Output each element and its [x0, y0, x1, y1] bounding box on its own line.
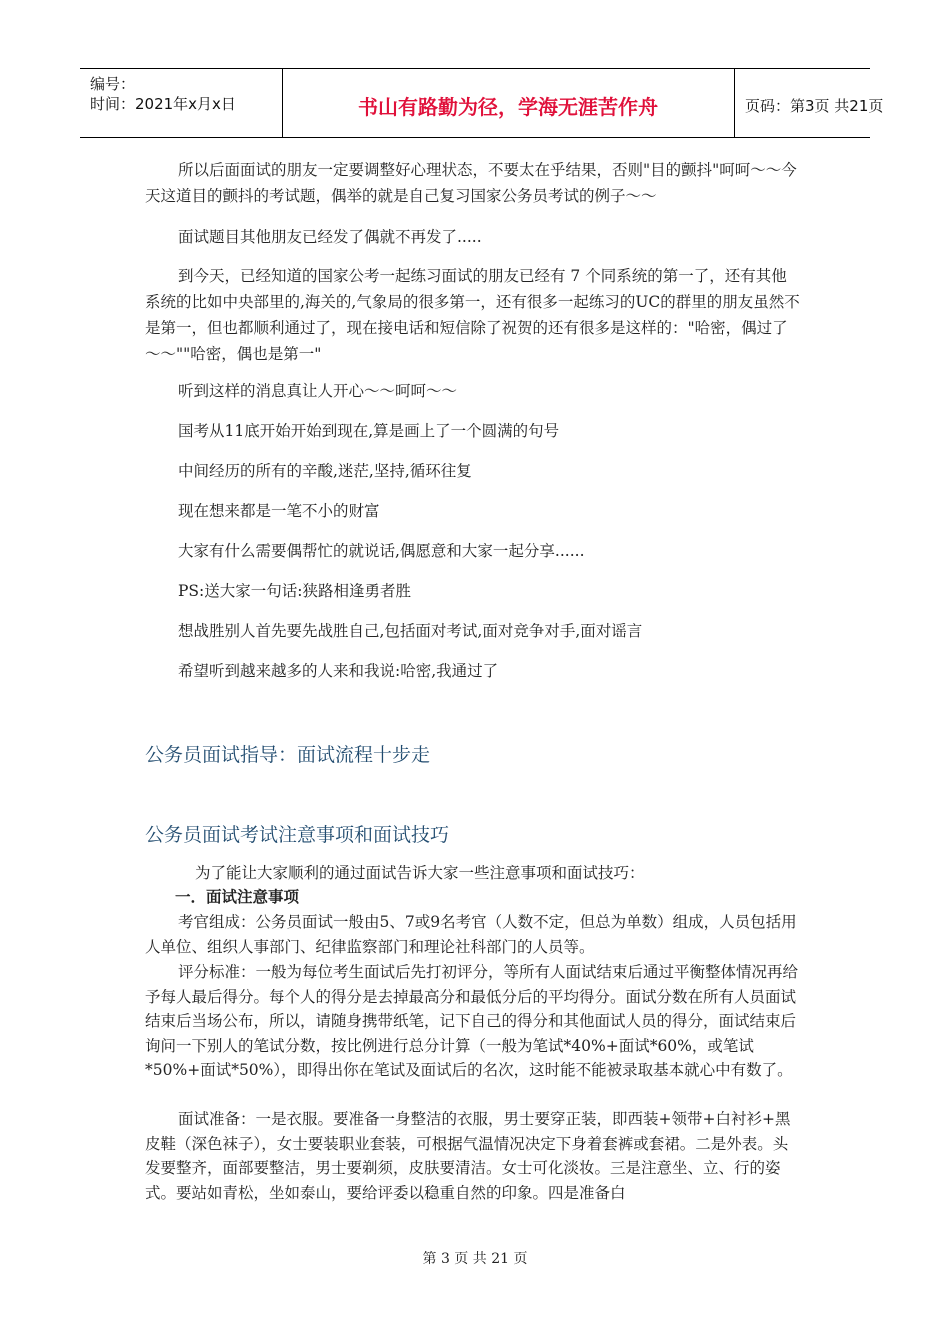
header-meta-cell: [80, 69, 283, 137]
paragraph-5: 国考从11底开始开始到现在,算是画上了一个圆满的句号: [178, 422, 560, 440]
paragraph-1: 所以后面面试的朋友一定要调整好心理状态，不要太在乎结果，否则"目的颤抖"呵呵～～今天这道目的颤抖的考试题，偶举的就是自己复习国家公务员考试的例子～～: [145, 161, 797, 205]
page-footer: 第 3 页 共 21 页: [422, 1251, 528, 1267]
section-title-notes: 一．面试注意事项: [175, 888, 300, 906]
paragraph-3: 到今天，已经知道的国家公考一起练习面试的朋友已经有 7 个同系统的第一了，还有其他系统的比如中央部里的,海关的,气象局的很多第一，还有很多一起练习的UC的群里的朋友虽然不是第一，但也都顺利通过了，现在接电话和短信除了祝贺的还有很多是这样的："哈密，偶过了～～""哈密，偶也是第一": [145, 267, 800, 363]
header-page-cell: [735, 69, 884, 137]
serial-number-label: 编号：: [90, 75, 136, 93]
intro-paragraph: 为了能让大家顺利的通过面试告诉大家一些注意事项和面试技巧：: [195, 864, 645, 882]
page-code: 页码：第3页 共21页: [745, 97, 884, 115]
paragraph-7: 现在想来都是一笔不小的财富: [178, 502, 380, 520]
heading-interview-flow: 公务员面试指导：面试流程十步走: [145, 744, 431, 766]
date-label: 时间：2021年x月x日: [90, 95, 236, 113]
paragraph-10: 想战胜别人首先要先战胜自己,包括面对考试,面对竞争对手,面对谣言: [178, 622, 643, 640]
paragraph-8: 大家有什么需要偶帮忙的就说话,偶愿意和大家一起分享......: [178, 542, 585, 560]
paragraph-examiners: 考官组成：公务员面试一般由5、7或9名考官（人数不定，但总为单数）组成，人员包括用人单位、组织人事部门、纪律监察部门和理论社科部门的人员等。: [145, 913, 797, 956]
paragraph-4: 听到这样的消息真让人开心～～呵呵～～: [178, 382, 458, 400]
paragraph-6: 中间经历的所有的辛酸,迷茫,坚持,循环往复: [178, 462, 472, 480]
motto-text: 书山有路勤为径，学海无涯苦作舟: [358, 95, 658, 119]
paragraph-2: 面试题目其他朋友已经发了偶就不再发了.....: [178, 228, 482, 246]
paragraph-scoring: 评分标准：一般为每位考生面试后先打初评分，等所有人面试结束后通过平衡整体情况再给予每人最后得分。每个人的得分是去掉最高分和最低分后的平均得分。面试分数在所有人员面试结束后当场公布，所以，请随身携带纸笔，记下自己的得分和其他面试人员的得分，面试结束后询问一下别人的笔试分数，按比例进行总分计算（一般为笔试*40%+面试*60%，或笔试*50%+面试*50%），即得出你在笔试及面试后的名次，这时能不能被录取基本就心中有数了。: [145, 963, 799, 1079]
paragraph-preparation: 面试准备：一是衣服。要准备一身整洁的衣服，男士要穿正装，即西装+领带+白衬衫+黑皮鞋（深色袜子），女士要装职业套装，可根据气温情况决定下身着套裤或套裙。二是外表。头发要整齐，面部要整洁，男士要剃须，皮肤要清洁。女士可化淡妆。三是注意坐、立、行的姿式。要站如青松，坐如泰山，要给评委以稳重自然的印象。四是准备白: [145, 1110, 791, 1202]
page-header: [80, 68, 884, 138]
header-motto-cell: [282, 69, 735, 137]
paragraph-11: 希望听到越来越多的人来和我说:哈密,我通过了: [178, 662, 499, 680]
heading-interview-tips: 公务员面试考试注意事项和面试技巧: [145, 824, 450, 846]
paragraph-9: PS:送大家一句话:狭路相逢勇者胜: [178, 582, 411, 600]
